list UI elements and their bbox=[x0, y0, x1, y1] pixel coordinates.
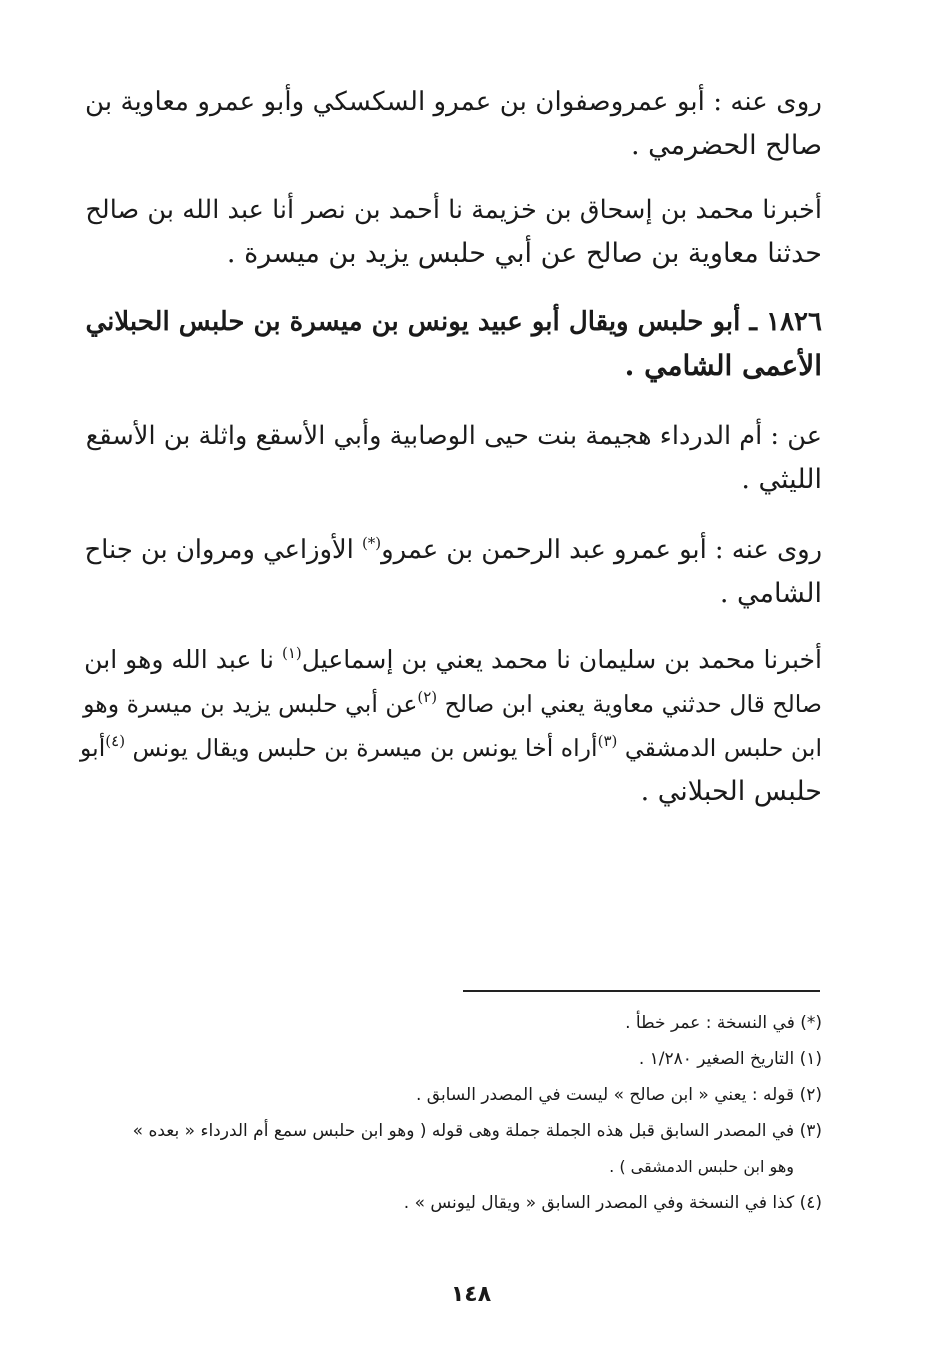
text-line bbox=[70, 528, 822, 572]
text-segment: روى عنه : أبو عمرو عبد الرحمن بن عمرو bbox=[381, 535, 822, 565]
heading-line: الأعمى الشامي . bbox=[624, 349, 822, 382]
paragraph-narrators-from-2 bbox=[70, 528, 822, 616]
footnote-2: (٢) قوله : يعني « ابن صالح » ليست في المصدر السابق . bbox=[415, 1085, 822, 1105]
footnote-ref-2[interactable]: (٢) bbox=[417, 688, 438, 706]
footnotes bbox=[80, 1005, 822, 1221]
text-segment: صالح قال حدثني معاوية يعني ابن صالح bbox=[437, 690, 822, 718]
text-segment: نا عبد الله وهو ابن bbox=[84, 645, 282, 674]
text-line: صالح الحضرمي . bbox=[631, 130, 822, 161]
footnote-separator bbox=[463, 990, 820, 992]
text-segment: أخبرنا محمد بن سليمان نا محمد يعني بن إسماعيل bbox=[301, 645, 822, 674]
paragraph-isnad-2 bbox=[70, 638, 822, 814]
footnote-ref-star[interactable]: (*) bbox=[361, 534, 382, 552]
footnote-ref-4[interactable]: (٤) bbox=[105, 732, 126, 750]
text-line: الليثي . bbox=[741, 464, 822, 495]
footnote-3-line2: وهو ابن حلبس الدمشقى ) . bbox=[609, 1157, 794, 1176]
paragraph-narrated-from bbox=[70, 414, 822, 502]
text-line: أخبرنا محمد بن إسحاق بن خزيمة نا أحمد بن نصر أنا عبد الله بن صالح bbox=[85, 195, 822, 225]
footnote-1: (١) التاريخ الصغير ١/٢٨٠ . bbox=[638, 1049, 822, 1069]
heading-line: ١٨٢٦ ـ أبو حلبس ويقال أبو عبيد يونس بن ميسرة بن حلبس الحبلاني bbox=[85, 307, 822, 337]
text-segment: عن أبي حلبس يزيد بن ميسرة وهو bbox=[83, 690, 418, 718]
paragraph-narrators-from bbox=[70, 80, 822, 168]
text-segment: أبو bbox=[79, 734, 106, 762]
text-line bbox=[70, 638, 822, 682]
text-line: حلبس الحبلاني . bbox=[640, 776, 822, 807]
text-line: روى عنه : أبو عمروصفوان بن عمرو السكسكي وأبو عمرو معاوية بن bbox=[84, 87, 822, 117]
footnote-ref-3[interactable]: (٣) bbox=[597, 732, 618, 750]
page-number: ١٤٨ bbox=[450, 1282, 492, 1307]
footnote-ref-1[interactable]: (١) bbox=[281, 644, 302, 662]
text-segment: أراه أخا يونس بن ميسرة بن حلبس ويقال يونس bbox=[125, 734, 598, 762]
footnote-3-line1: (٣) في المصدر السابق قبل هذه الجملة جملة وهى قوله ( وهو ابن حلبس سمع أم الدرداء « بعده » bbox=[132, 1121, 822, 1141]
text-line: حدثنا معاوية بن صالح عن أبي حلبس يزيد بن ميسرة . bbox=[226, 238, 822, 269]
entry-heading bbox=[70, 300, 822, 388]
text-line: عن : أم الدرداء هجيمة بنت حيى الوصابية وأبي الأسقع واثلة بن الأسقع bbox=[85, 421, 822, 451]
text-line: الشامي . bbox=[719, 578, 822, 609]
paragraph-isnad bbox=[70, 188, 822, 276]
text-line bbox=[70, 726, 822, 770]
text-line bbox=[70, 682, 822, 726]
text-segment: الأوزاعي ومروان بن جناح bbox=[84, 535, 362, 565]
footnote-4: (٤) كذا في النسخة وفي المصدر السابق « ويقال ليونس » . bbox=[403, 1193, 822, 1213]
footnote-star: (*) في النسخة : عمر خطأ . bbox=[625, 1013, 822, 1033]
text-segment: ابن حلبس الدمشقي bbox=[617, 734, 822, 762]
